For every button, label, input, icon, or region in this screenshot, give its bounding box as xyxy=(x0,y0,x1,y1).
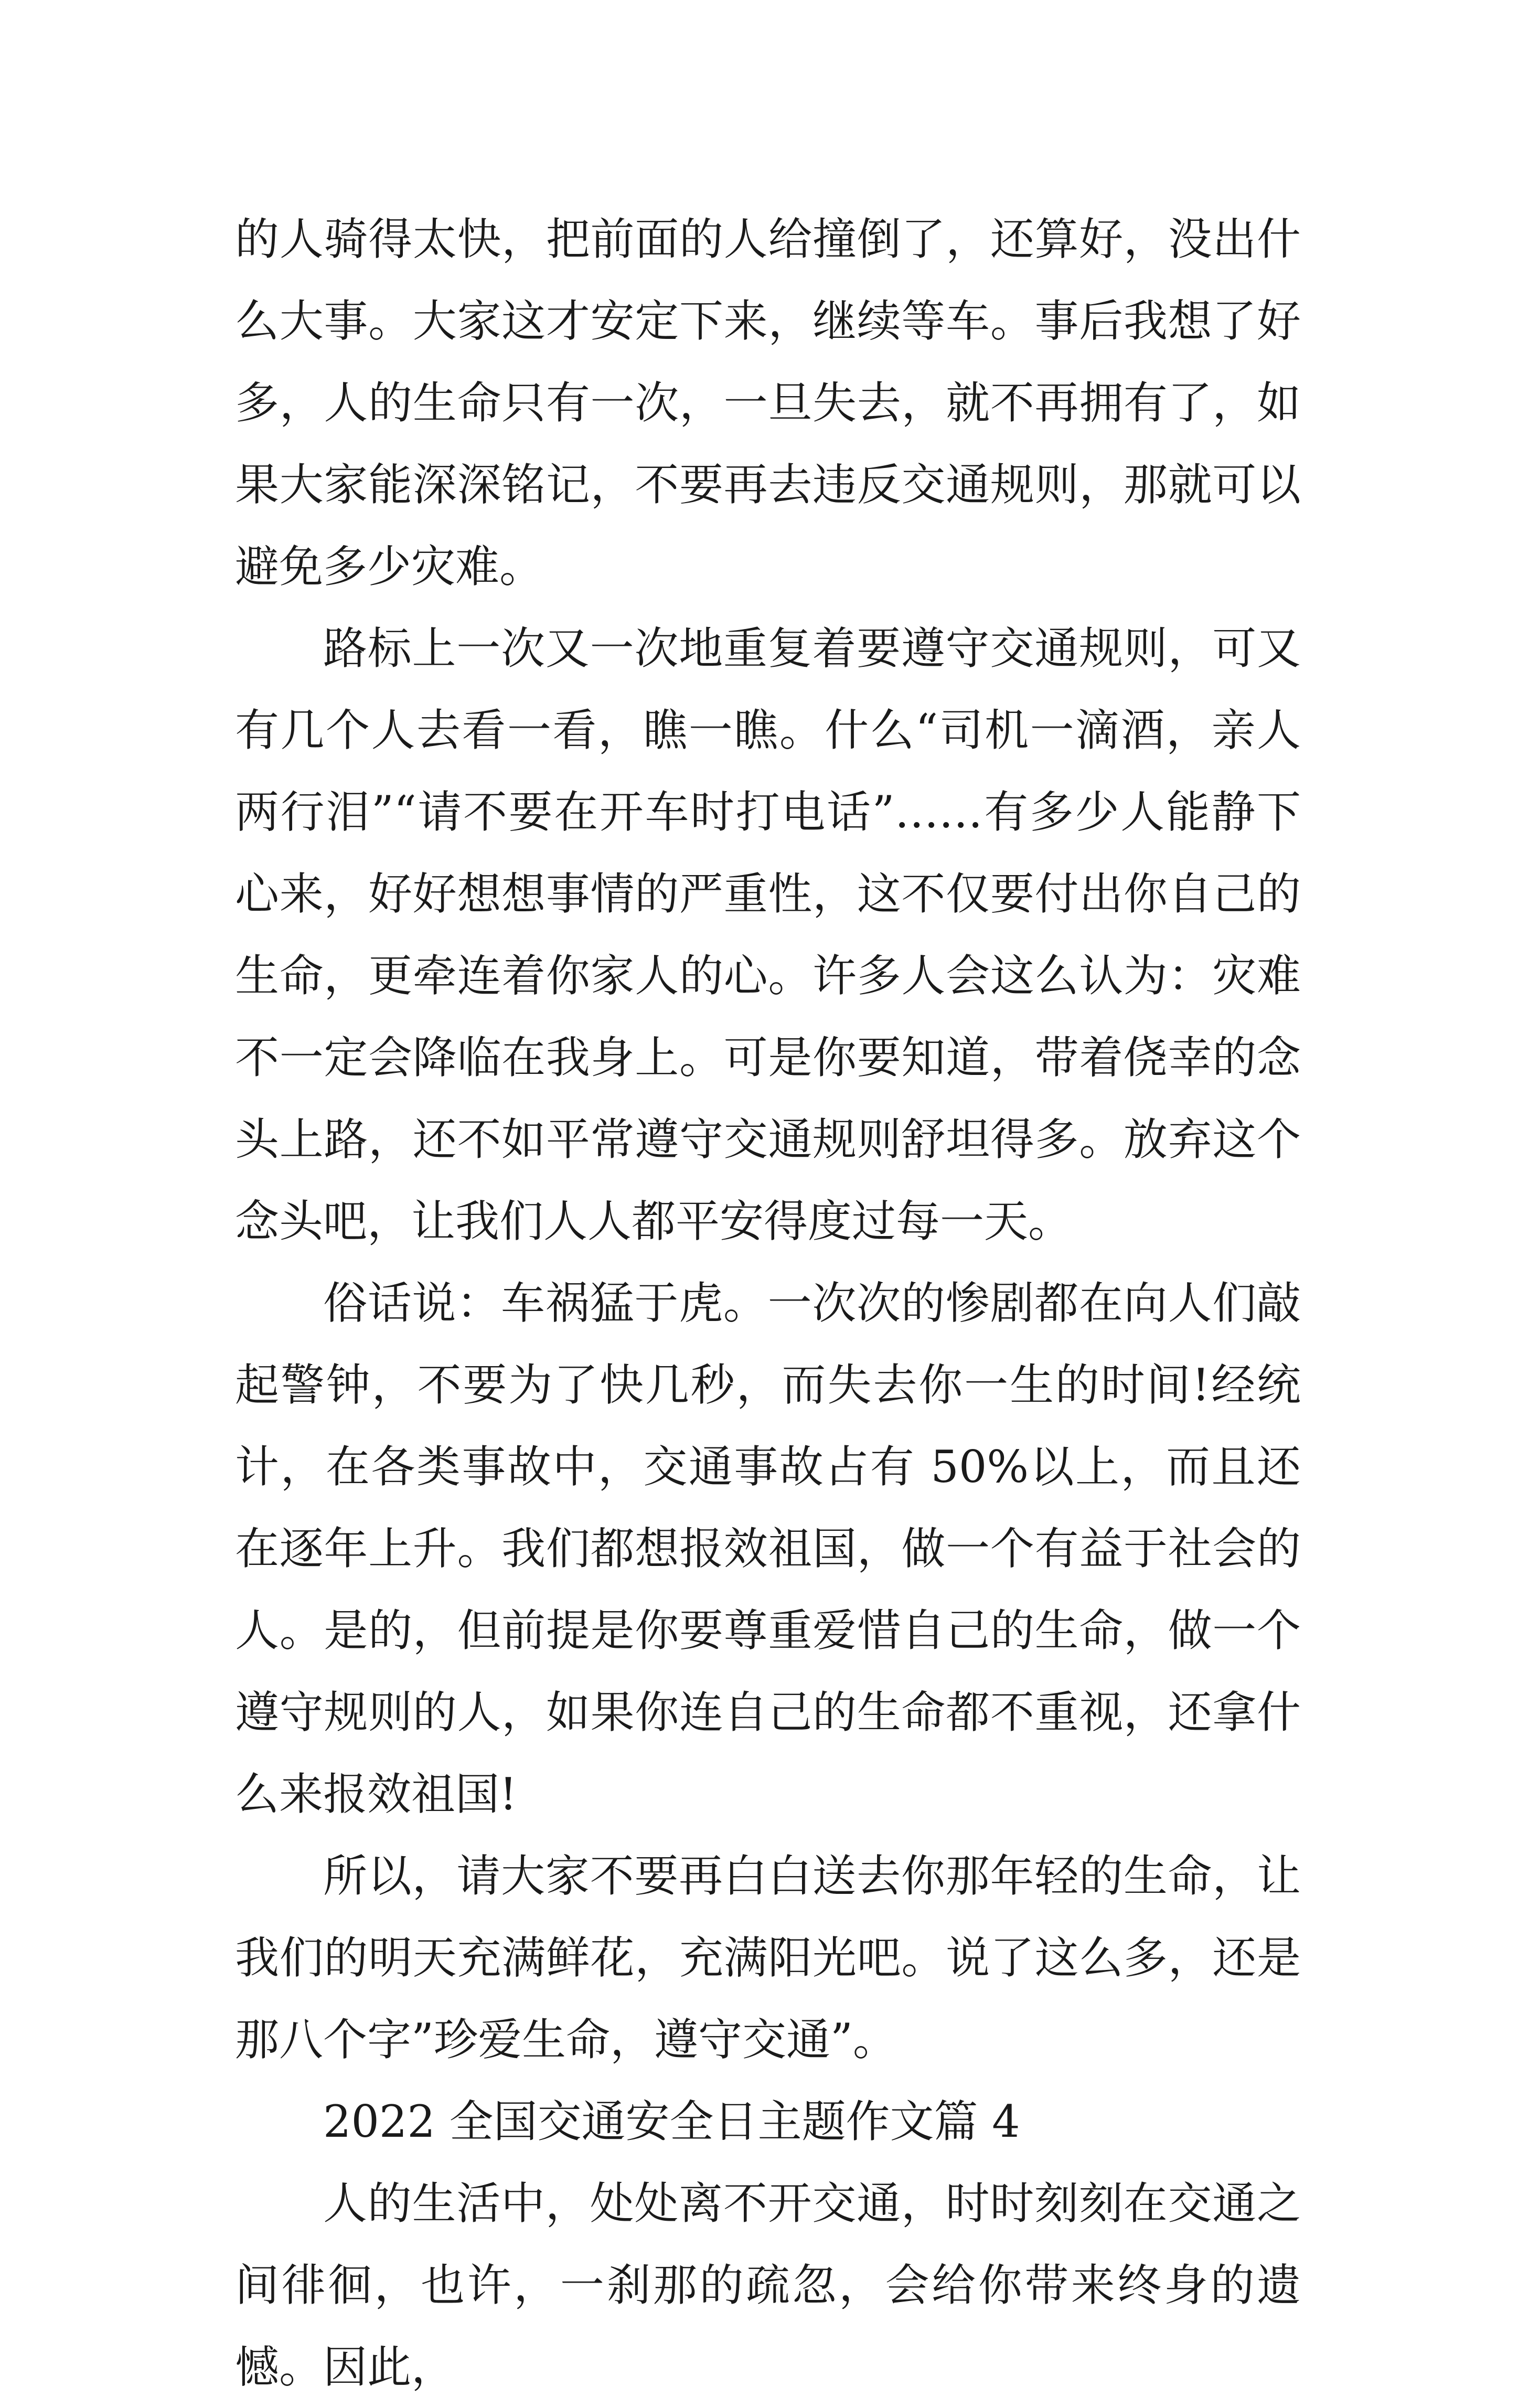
document-body xyxy=(235,198,1301,2408)
paragraph-conclusion: 所以，请大家不要再白白送去你那年轻的生命，让我们的明天充满鲜花，充满阳光吧。说了这么多，还是那八个字”珍爱生命，遵守交通”。 xyxy=(235,1850,1301,2065)
paragraph-essay-4-opening: 人的生活中，处处离不开交通，时时刻刻在交通之间徘徊，也许，一刹那的疏忽，会给你带来终身的遗憾。因此， xyxy=(235,2178,1301,2393)
paragraph-proverb: 俗话说：车祸猛于虎。一次次的惨剧都在向人们敲起警钟，不要为了快几秒，而失去你一生的时间!经统计，在各类事故中，交通事故占有 50%以上，而且还在逐年上升。我们都想报效祖国，做一个有益于社会的人。是的，但前提是你要尊重爱惜自己的生命，做一个遵守规则的人，如果你连自己的生命都不重视，还拿什么来报效祖国! xyxy=(235,1277,1301,1820)
paragraph-road-signs: 路标上一次又一次地重复着要遵守交通规则，可又有几个人去看一看，瞧一瞧。什么“司机一滴酒，亲人两行泪”“请不要在开车时打电话”……有多少人能静下心来，好好想想事情的严重性，这不仅要付出你自己的生命，更牵连着你家人的心。许多人会这么认为：灾难不一定会降临在我身上。可是你要知道，带着侥幸的念头上路，还不如平常遵守交通规则舒坦得多。放弃这个念头吧，让我们人人都平安得度过每一天。 xyxy=(235,623,1301,1247)
paragraph-continuation: 的人骑得太快，把前面的人给撞倒了，还算好，没出什么大事。大家这才安定下来，继续等车。事后我想了好多，人的生命只有一次，一旦失去，就不再拥有了，如果大家能深深铭记，不要再去违反交通规则，那就可以避免多少灾难。 xyxy=(235,214,1301,592)
section-heading: 2022 全国交通安全日主题作文篇 4 xyxy=(323,2096,1020,2147)
